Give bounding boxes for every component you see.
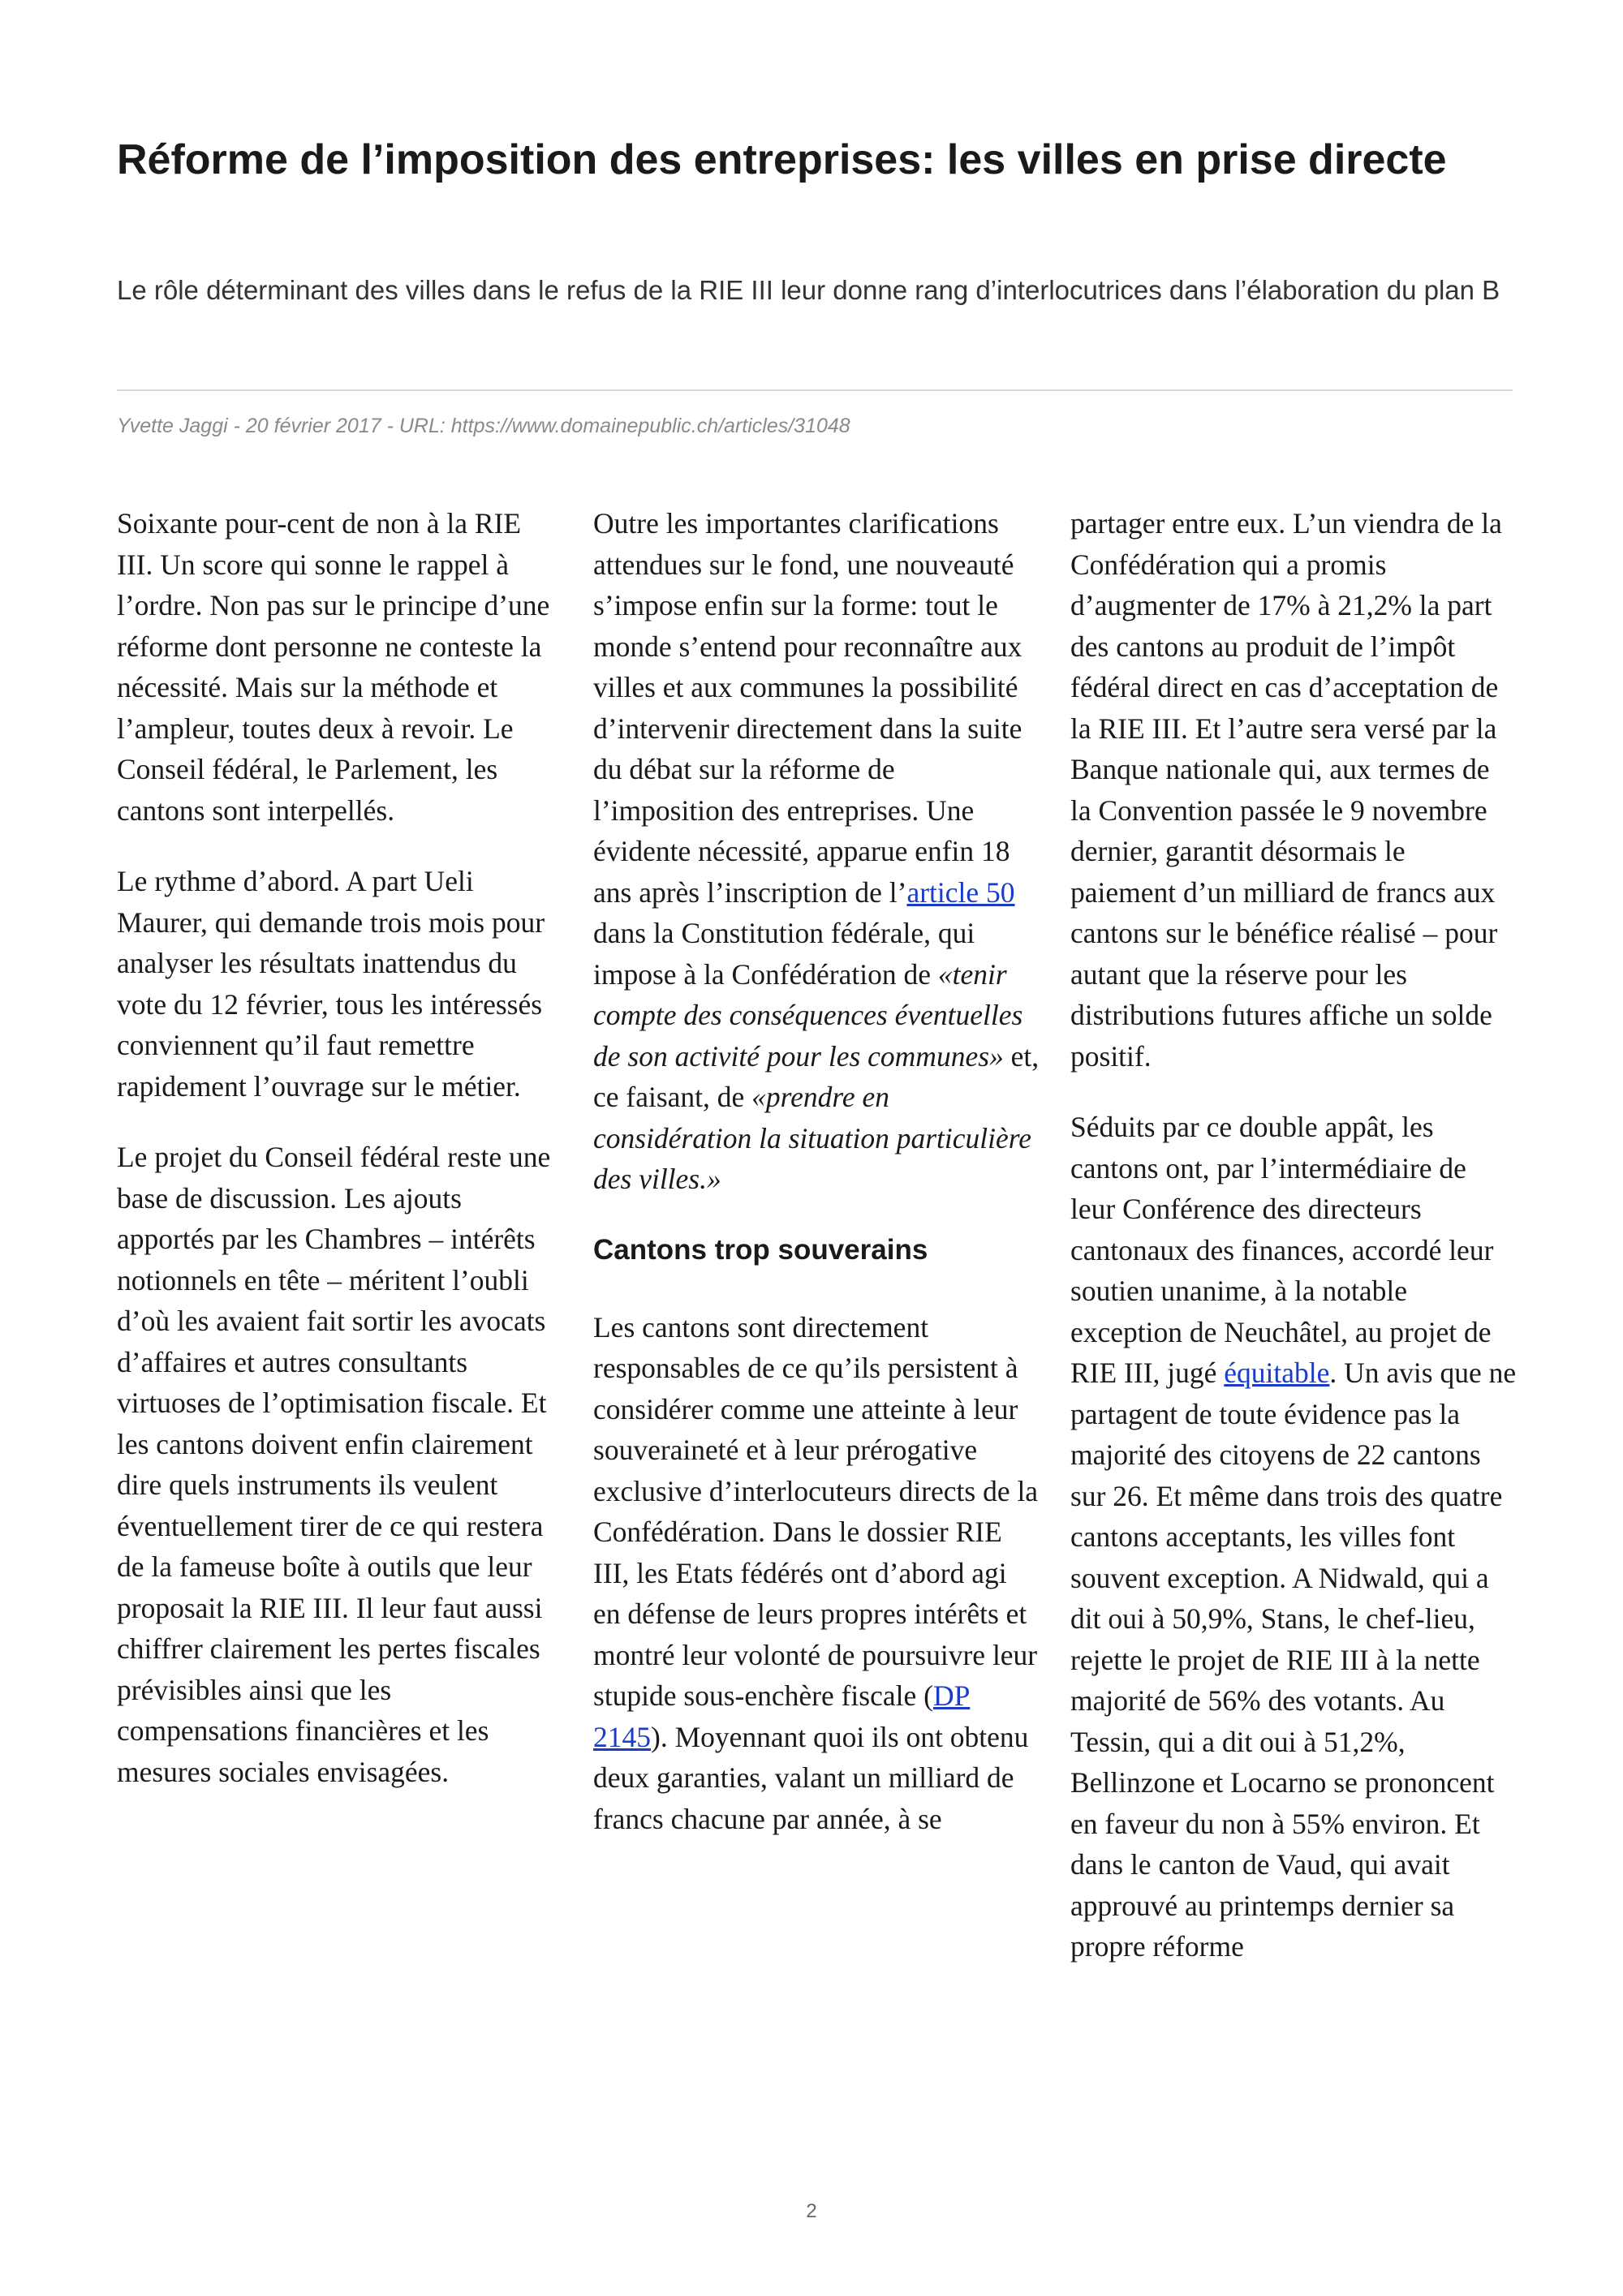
paragraph: Le rythme d’abord. A part Ueli Maurer, qui demande trois mois pour analyser les résultats inattendus du vote du 12 février, tous les intéressés conviennent qu’il faut remettre rapidement l’ouvrage sur le métier.	[117, 865, 545, 1103]
text-run: dans la Constitution fédérale, qui impose à la Confédération de	[593, 917, 975, 991]
text-run: Outre les importantes clarifications attendues sur le fond, une nouveauté s’impose enfin sur la forme: tout le monde s’entend pour reconnaître aux villes et aux communes la possibilité d’intervenir directement dans la suite du débat sur la réforme de l’imposition des entreprises. Une évidente nécessité, apparue enfin 18 ans après l’inscription de l’	[593, 507, 1022, 909]
text-run: ). Moyennant quoi ils ont obtenu deux garanties, valant un milliard de francs chacune par année, à se	[593, 1720, 1029, 1835]
text-run: Les cantons sont directement responsables de ce qu’ils persistent à considérer comme une atteinte à leur souveraineté et à leur prérogative exclusive d’interlocuteurs directs de la Confédération. Dans le dossier RIE III, les Etats fédérés ont d’abord agi en défense de leurs propres intérêts et montré leur volonté de poursuivre leur stupide sous-enchère fiscale (	[593, 1310, 1039, 1712]
text-run: et, ce faisant, de	[593, 1039, 1040, 1113]
quote: «prendre en considération la situation particulière des villes.»	[593, 1081, 1032, 1195]
paragraph	[593, 1307, 1040, 1840]
quote: «tenir compte des conséquences éventuelles de son activité pour les communes»	[593, 957, 1023, 1073]
page-number: 2	[806, 2200, 817, 2222]
paragraph: Soixante pour-cent de non à la RIE III. Un score qui sonne le rappel à l’ordre. Non pas sur le principe d’une réforme dont personne ne conteste la nécessité. Mais sur la méthode et l’ampleur, toutes deux à revoir. Le Conseil fédéral, le Parlement, les cantons sont interpellés.	[117, 507, 550, 827]
paragraph	[1070, 1107, 1517, 1967]
article-meta: Yvette Jaggi - 20 février 2017 - URL: https://www.domainepublic.ch/articles/31048	[117, 415, 850, 437]
article-50-link[interactable]: article 50	[906, 875, 1015, 909]
header-divider	[117, 389, 1513, 391]
paragraph: partager entre eux. L’un viendra de la Confédération qui a promis d’augmenter de 17% à 21,2% la part des cantons au produit de l’impôt fédéral direct en cas d’acceptation de la RIE III. Et l’autre sera versé par la Banque nationale qui, aux termes de la Convention passée le 9 novembre dernier, garantit désormais le paiement d’un milliard de francs aux cantons sur le bénéfice réalisé – pour autant que la réserve pour les distributions futures affiche un solde positif.	[1070, 507, 1502, 1073]
text-run: Séduits par ce double appât, les cantons ont, par l’intermédiaire de leur Conférence des directeurs cantonaux des finances, accordé leur soutien unanime, à la notable exception de Neuchâtel, au projet de RIE III, jugé	[1070, 1111, 1494, 1389]
dp-2145-link[interactable]: DP 2145	[593, 1679, 971, 1753]
paragraph: Le projet du Conseil fédéral reste une base de discussion. Les ajouts apportés par les Chambres – intérêts notionnels en tête – méritent l’oubli d’où les avaient fait sortir les avocats d’affaires et autres consultants virtuoses de l’optimisation fiscale. Et les cantons doivent enfin clairement dire quels instruments ils veulent éventuellement tirer de ce qui restera de la fameuse boîte à outils que leur proposait la RIE III. Il leur faut aussi chiffrer clairement les pertes fiscales prévisibles ainsi que les compensations financières et les mesures sociales envisagées.	[117, 1141, 551, 1788]
text-column-1	[117, 503, 563, 1822]
text-run: . Un avis que ne partagent de toute évidence pas la majorité des citoyens de 22 cantons sur 26. Et même dans trois des quatre cantons acceptants, les villes font souvent exception. A Nidwald, qui a dit oui à 50,9%, Stans, le chef-lieu, rejette le projet de RIE III à la nette majorité de 56% des votants. Au Tessin, qui a dit oui à 51,2%, Bellinzone et Locarno se prononcent en faveur du non à 55% environ. Et dans le canton de Vaud, qui avait approuvé au printemps dernier sa propre réforme	[1070, 1357, 1517, 1963]
section-heading: Cantons trop souverains	[593, 1233, 928, 1266]
article-title: Réforme de l’imposition des entreprises: les villes en prise directe	[117, 136, 1447, 183]
equitable-link[interactable]: équitable	[1224, 1357, 1330, 1389]
article-subtitle: Le rôle déterminant des villes dans le refus de la RIE III leur donne rang d’interlocutrices dans l’élaboration du plan B	[117, 275, 1500, 305]
text-column-2	[593, 503, 1040, 1869]
text-column-3	[1070, 503, 1517, 1997]
paragraph	[593, 503, 1040, 1200]
